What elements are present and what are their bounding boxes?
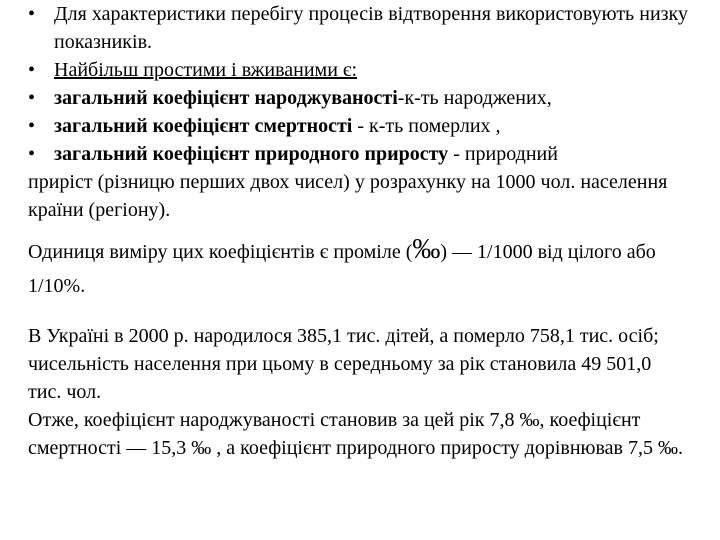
term-natural-increase-definition: - природний [448, 143, 558, 165]
bullet-marker: • [28, 3, 36, 25]
term-death-rate: загальний коефіцієнт смертності [54, 115, 353, 137]
conclusion-paragraph: Отже, коефіцієнт народжуваності становив за цей рік 7,8 ‰, коефіцієнт смертності — 15,3 ‰ , а коефіцієнт природного приросту дорівнював 7,5 ‰. [28, 409, 683, 459]
natural-increase-continuation: приріст (різницю перших двох чисел) у розрахунку на 1000 чол. населення країни (регіону). [28, 171, 668, 221]
bullet-text: Для характеристики перебігу процесів відтворення використовують низку показників. [54, 3, 688, 53]
unit-text-before: Одиниця виміру цих коефіцієнтів є проміле ( [28, 241, 413, 263]
bullet-marker: • [28, 143, 36, 165]
term-birth-rate: загальний коефіцієнт народжуваності [54, 87, 398, 109]
bullet-marker: • [28, 115, 36, 137]
bullet-marker: • [28, 87, 36, 109]
bullet-marker: • [28, 59, 36, 81]
bullet-item-death-rate [28, 112, 688, 140]
bullet-list [28, 0, 688, 168]
term-natural-increase: загальний коефіцієнт природного приросту [54, 143, 449, 165]
term-death-rate-definition: - к-ть померлих , [352, 115, 501, 137]
permille-symbol: ‰ [412, 234, 441, 265]
bullet-item-indicators [28, 0, 688, 56]
unit-paragraph [28, 233, 688, 303]
bullet-text: Найбільш простими і вживаними є: [54, 59, 358, 81]
bullet-item-natural-increase [28, 140, 688, 168]
statistics-paragraph: В Україні в 2000 р. народилося 385,1 тис. дітей, а померло 758,1 тис. осіб; чисельність населення при цьому в середньому за рік становила 49 501,0 тис. чол. [28, 325, 659, 403]
bullet-item-birth-rate [28, 84, 688, 112]
unit-text-after: ) — 1/1000 від цілого або 1/10%. [28, 241, 656, 297]
term-birth-rate-definition: -к-ть народжених, [397, 87, 552, 109]
bullet-item-simplest [28, 56, 688, 84]
